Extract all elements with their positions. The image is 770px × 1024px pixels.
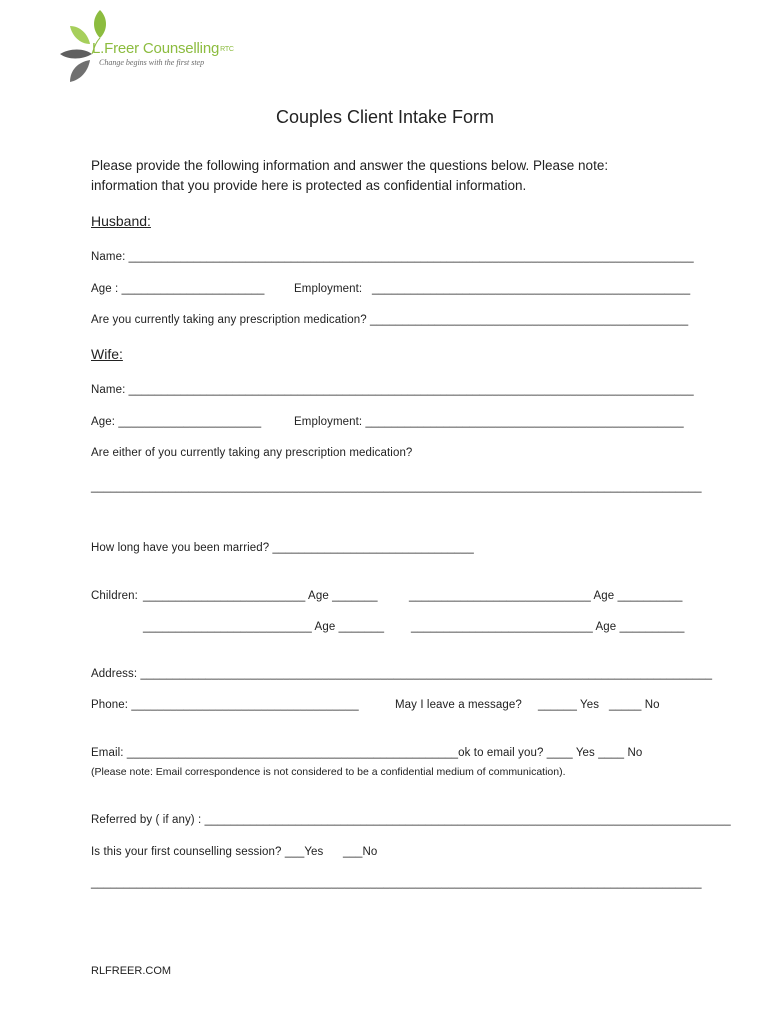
- husband-name-field[interactable]: Name: _______________________________________________________________________________________: [91, 251, 694, 263]
- message-no-field[interactable]: _____ No: [609, 699, 660, 711]
- husband-medication-field[interactable]: Are you currently taking any prescription medication? _________________________________________________: [91, 314, 689, 326]
- wife-heading: Wife:: [91, 346, 123, 362]
- email-confidential-note: (Please note: Email correspondence is not considered to be a confidential medium of communication).: [91, 766, 566, 778]
- first-session-no-field[interactable]: ___No: [343, 846, 378, 858]
- gray-leaf-bottom-icon: [70, 60, 90, 82]
- green-leaf-left-icon: [70, 26, 90, 44]
- intro-line-2: information that you provide here is protected as confidential information.: [91, 178, 527, 193]
- gray-leaf-icon: [60, 50, 92, 59]
- phone-field[interactable]: Phone: ___________________________________: [91, 699, 359, 711]
- message-yes-field[interactable]: ______ Yes: [538, 699, 600, 711]
- married-duration-field[interactable]: How long have you been married? _______________________________: [91, 542, 474, 554]
- child-4-field[interactable]: ____________________________ Age __________: [411, 621, 685, 633]
- email-field[interactable]: Email: ___________________________________________________ok to email you? ____ Yes ____ No: [91, 747, 643, 759]
- brand-tagline: Change begins with the first step: [99, 58, 205, 67]
- husband-age-field[interactable]: Age : ______________________: [91, 283, 265, 295]
- address-field[interactable]: Address: ________________________________________________________________________________________: [91, 668, 713, 680]
- child-3-field[interactable]: __________________________ Age _______: [143, 621, 385, 633]
- child-2-field[interactable]: ____________________________ Age __________: [409, 590, 683, 602]
- wife-name-field[interactable]: Name: _______________________________________________________________________________________: [91, 384, 694, 396]
- wife-age-field[interactable]: Age: ______________________: [91, 416, 262, 428]
- intro-line-1: Please provide the following information and answer the questions below. Please note:: [91, 158, 609, 173]
- leave-message-label: May I leave a message?: [395, 699, 522, 711]
- husband-heading: Husband:: [91, 213, 151, 229]
- comments-line[interactable]: ______________________________________________________________________________________________: [91, 877, 702, 889]
- husband-employment-field[interactable]: _________________________________________________: [372, 283, 691, 295]
- medication-answer-line[interactable]: ______________________________________________________________________________________________: [91, 481, 702, 493]
- first-session-question[interactable]: Is this your first counselling session? ___Yes: [91, 846, 324, 858]
- referred-by-field[interactable]: Referred by ( if any) : _________________________________________________________________________________: [91, 814, 731, 826]
- children-label: Children:: [91, 590, 138, 602]
- child-1-field[interactable]: _________________________ Age _______: [143, 590, 378, 602]
- form-title: Couples Client Intake Form: [275, 107, 495, 127]
- footer-website: RLFREER.COM: [91, 965, 172, 977]
- wife-employment-field[interactable]: Employment: _________________________________________________: [294, 416, 684, 428]
- green-leaf-top-icon: [94, 10, 106, 38]
- medication-question: Are either of you currently taking any prescription medication?: [91, 447, 413, 459]
- husband-employment-label: Employment:: [294, 283, 363, 295]
- brand-name: L.Freer CounsellingRTC: [92, 40, 234, 57]
- intro-text: [91, 156, 691, 196]
